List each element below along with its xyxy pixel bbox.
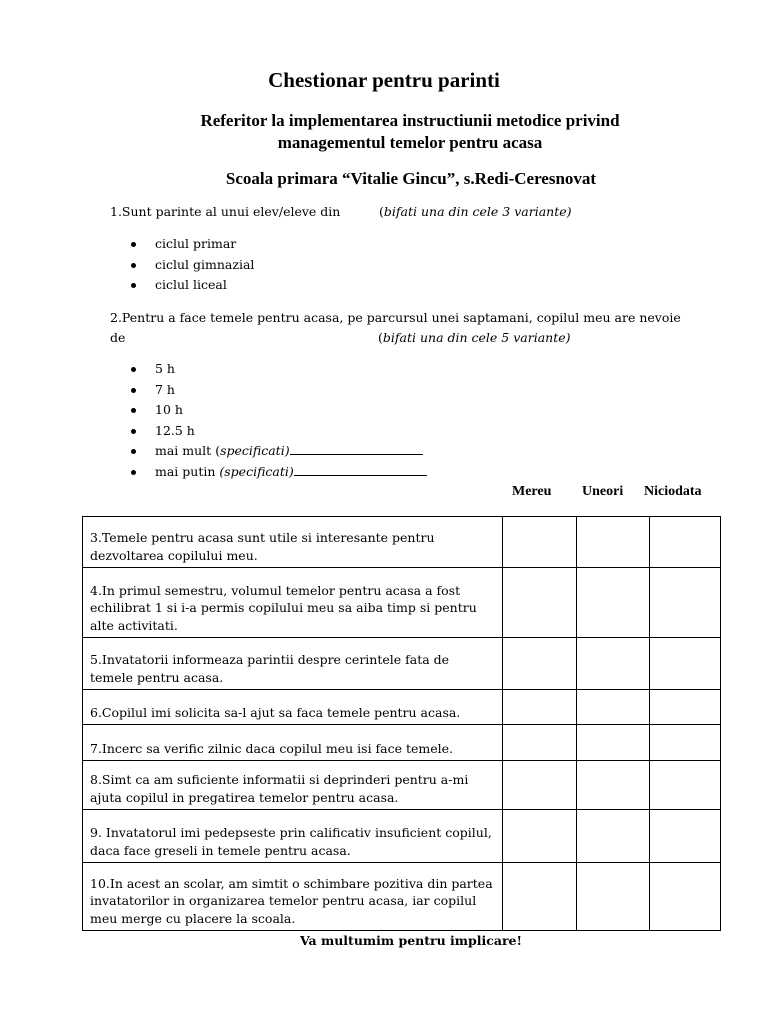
table-row bbox=[83, 761, 721, 810]
statement-5: 5.Invatatorii informeaza parintii despre cerintele fata de temele pentru acasa. bbox=[83, 638, 503, 690]
question-2-note-paren: ( bbox=[378, 330, 383, 345]
column-header-niciodata: Niciodata bbox=[644, 484, 702, 499]
thank-you-note: Va multumim pentru implicare! bbox=[299, 933, 522, 948]
checkbox-cell-mereu[interactable] bbox=[503, 725, 577, 761]
specify-more-blank[interactable] bbox=[290, 442, 423, 455]
question-1-text: 1.Sunt parinte al unui elev/eleve din bbox=[110, 204, 341, 219]
question-2-options bbox=[131, 359, 427, 482]
school-name: Scoala primara “Vitalie Gincu”, s.Redi-Ceresnovat bbox=[225, 169, 597, 188]
option-ciclul-primar[interactable]: ciclul primar bbox=[131, 234, 254, 255]
question-1-note-text: bifati una din cele 3 variante) bbox=[383, 204, 572, 219]
option-mai-mult[interactable] bbox=[131, 441, 427, 462]
checkbox-cell-mereu[interactable] bbox=[503, 810, 577, 863]
option-7h[interactable]: 7 h bbox=[131, 380, 427, 401]
subtitle bbox=[120, 110, 700, 154]
option-mai-putin-note: (specificati) bbox=[219, 463, 294, 479]
column-header-mereu: Mereu bbox=[512, 484, 552, 499]
specify-less-blank[interactable] bbox=[294, 463, 427, 476]
option-ciclul-liceal[interactable]: ciclul liceal bbox=[131, 275, 254, 296]
rating-table bbox=[82, 516, 721, 931]
option-mai-mult-note: specificati) bbox=[220, 443, 290, 458]
option-mai-mult-label: mai mult bbox=[155, 443, 212, 458]
statement-9: 9. Invatatorul imi pedepseste prin calificativ insuficient copilul, daca face greseli in temele pentru acasa. bbox=[83, 810, 503, 863]
checkbox-cell-niciodata[interactable] bbox=[650, 690, 721, 725]
checkbox-cell-uneori[interactable] bbox=[577, 810, 650, 863]
table-row bbox=[83, 810, 721, 863]
statement-6: 6.Copilul imi solicita sa-l ajut sa faca temele pentru acasa. bbox=[83, 690, 503, 725]
option-10h[interactable]: 10 h bbox=[131, 400, 427, 421]
checkbox-cell-niciodata[interactable] bbox=[650, 517, 721, 568]
question-2-note bbox=[378, 328, 571, 348]
checkbox-cell-mereu[interactable] bbox=[503, 863, 577, 931]
table-row bbox=[83, 568, 721, 638]
checkbox-cell-mereu[interactable] bbox=[503, 638, 577, 690]
page-title: Chestionar pentru parinti bbox=[268, 68, 500, 92]
checkbox-cell-mereu[interactable] bbox=[503, 690, 577, 725]
question-2-text-line-1: 2.Pentru a face temele pentru acasa, pe parcursul unei saptamani, copilul meu are nevoie bbox=[110, 310, 681, 325]
checkbox-cell-niciodata[interactable] bbox=[650, 568, 721, 638]
question-1-note bbox=[379, 202, 572, 222]
table-row bbox=[83, 517, 721, 568]
checkbox-cell-uneori[interactable] bbox=[577, 863, 650, 931]
statement-8: 8.Simt ca am suficiente informatii si deprinderi pentru a-mi ajuta copilul in pregatirea temelor pentru acasa. bbox=[83, 761, 503, 810]
question-1-note-paren: ( bbox=[379, 204, 384, 219]
checkbox-cell-mereu[interactable] bbox=[503, 761, 577, 810]
question-2-text-line-2: de bbox=[110, 330, 126, 345]
option-ciclul-gimnazial[interactable]: ciclul gimnazial bbox=[131, 255, 254, 276]
table-row bbox=[83, 690, 721, 725]
checkbox-cell-mereu[interactable] bbox=[503, 517, 577, 568]
option-mai-mult-paren: ( bbox=[215, 443, 221, 458]
table-row bbox=[83, 863, 721, 931]
statement-7: 7.Incerc sa verific zilnic daca copilul meu isi face temele. bbox=[83, 725, 503, 761]
statement-10: 10.In acest an scolar, am simtit o schimbare pozitiva din partea invatatorilor in organizarea temelor pentru acasa, iar copilul meu merge cu placere la scoala. bbox=[83, 863, 503, 931]
column-header-uneori: Uneori bbox=[582, 484, 624, 499]
checkbox-cell-uneori[interactable] bbox=[577, 638, 650, 690]
checkbox-cell-niciodata[interactable] bbox=[650, 638, 721, 690]
checkbox-cell-niciodata[interactable] bbox=[650, 761, 721, 810]
question-1-options bbox=[131, 234, 254, 296]
checkbox-cell-niciodata[interactable] bbox=[650, 810, 721, 863]
checkbox-cell-uneori[interactable] bbox=[577, 568, 650, 638]
table-row bbox=[83, 638, 721, 690]
checkbox-cell-uneori[interactable] bbox=[577, 517, 650, 568]
option-5h[interactable]: 5 h bbox=[131, 359, 427, 380]
subtitle-line-2: managementul temelor pentru acasa bbox=[277, 133, 543, 152]
option-mai-putin-label: mai putin bbox=[155, 463, 216, 479]
checkbox-cell-uneori[interactable] bbox=[577, 725, 650, 761]
question-1 bbox=[110, 202, 340, 222]
checkbox-cell-mereu[interactable] bbox=[503, 568, 577, 638]
statement-3: 3.Temele pentru acasa sunt utile si interesante pentru dezvoltarea copilului meu. bbox=[83, 517, 503, 568]
checkbox-cell-niciodata[interactable] bbox=[650, 725, 721, 761]
subtitle-line-1: Referitor la implementarea instructiunii metodice privind bbox=[200, 111, 620, 130]
statement-4: 4.In primul semestru, volumul temelor pentru acasa a fost echilibrat 1 si i-a permis copilului meu sa aiba timp si pentru alte activitati. bbox=[83, 568, 503, 638]
option-12-5h[interactable]: 12.5 h bbox=[131, 421, 427, 442]
checkbox-cell-niciodata[interactable] bbox=[650, 863, 721, 931]
checkbox-cell-uneori[interactable] bbox=[577, 761, 650, 810]
question-2-note-text: bifati una din cele 5 variante) bbox=[382, 330, 571, 345]
checkbox-cell-uneori[interactable] bbox=[577, 690, 650, 725]
table-row bbox=[83, 725, 721, 761]
option-mai-putin[interactable] bbox=[131, 462, 427, 483]
